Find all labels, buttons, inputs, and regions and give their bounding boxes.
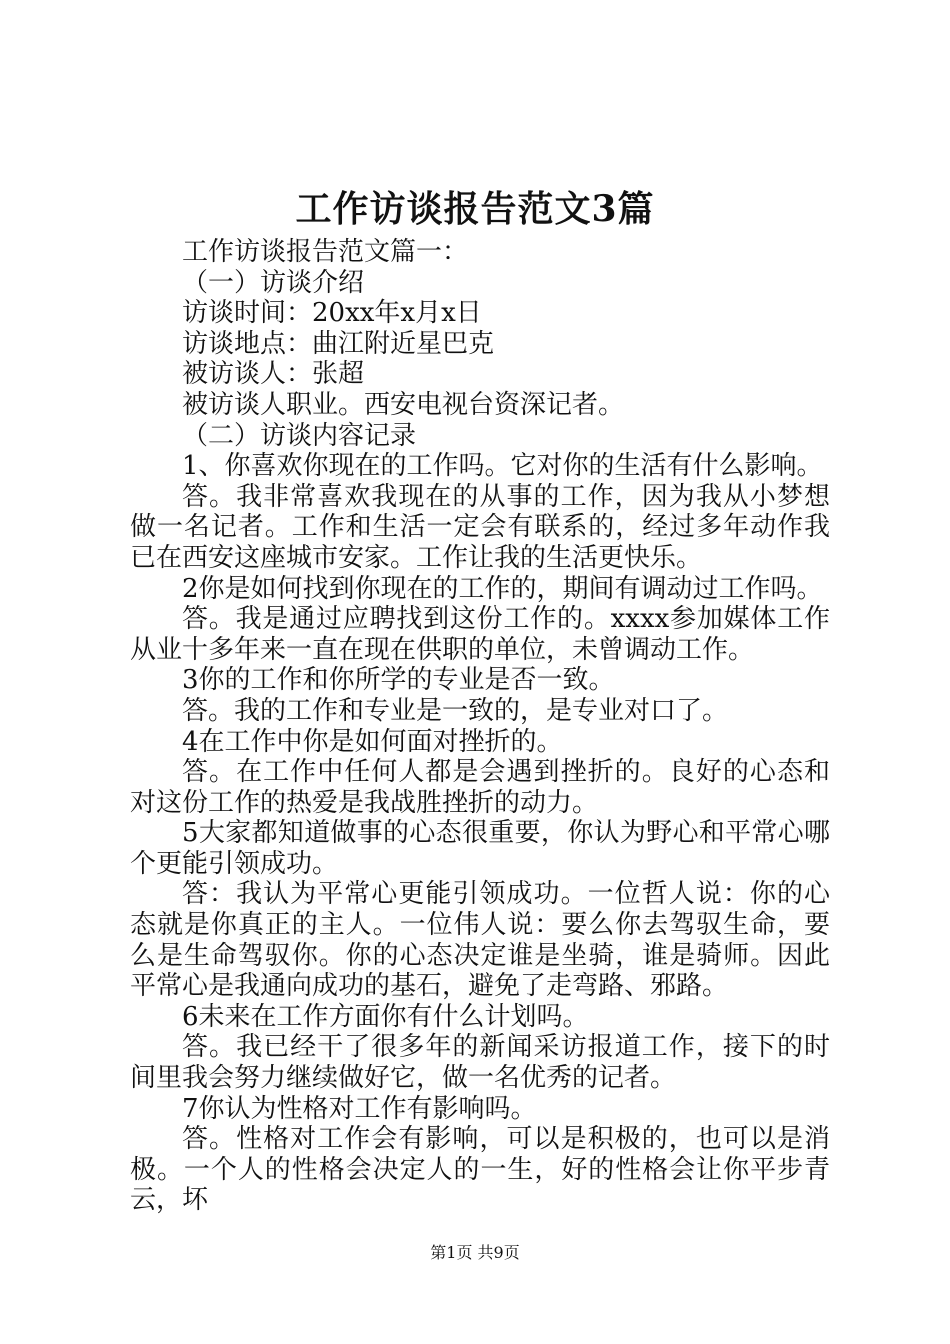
paragraph: 7你认为性格对工作有影响吗。 <box>182 1093 537 1124</box>
paragraph: 2你是如何找到你现在的工作的，期间有调动过工作吗。 <box>182 573 823 604</box>
paragraph: 答。我已经干了很多年的新闻采访报道工作，接下的时间里我会努力继续做好它，做一名优秀的记者。 <box>130 1032 830 1094</box>
paragraph: 答。我非常喜欢我现在的从事的工作，因为我从小梦想做一名记者。工作和生活一定会有联系的，经过多年动作我已在西安这座城市安家。工作让我的生活更快乐。 <box>130 481 830 573</box>
paragraph: 被访谈人职业。西安电视台资深记者。 <box>182 389 625 420</box>
paragraph: 答。在工作中任何人都是会遇到挫折的。良好的心态和对这份工作的热爱是我战胜挫折的动力。 <box>130 757 830 818</box>
paragraph: 访谈时间：20xx年x月x日 <box>182 298 482 329</box>
paragraph: 1、你喜欢你现在的工作吗。它对你的生活有什么影响。 <box>182 451 823 482</box>
page-footer: 第1页 共9页 <box>430 1243 520 1262</box>
paragraph: 答。我是通过应聘找到这份工作的。xxxx参加媒体工作从业十多年来一直在现在供职的单位，未曾调动工作。 <box>130 604 830 665</box>
document-body <box>130 237 830 1216</box>
paragraph: 工作访谈报告范文篇一： <box>182 237 469 267</box>
paragraph: 6未来在工作方面你有什么计划吗。 <box>182 1001 589 1032</box>
paragraph: 答。我的工作和专业是一致的，是专业对口了。 <box>182 695 729 726</box>
paragraph: 访谈地点：曲江附近星巴克 <box>182 328 495 359</box>
paragraph: 答。性格对工作会有影响，可以是积极的，也可以是消极。一个人的性格会决定人的一生，好的性格会让你平步青云，坏 <box>130 1124 830 1216</box>
paragraph: 4在工作中你是如何面对挫折的。 <box>182 726 563 757</box>
paragraph: 3你的工作和你所学的专业是否一致。 <box>182 665 615 696</box>
paragraph: 5大家都知道做事的心态很重要，你认为野心和平常心哪个更能引领成功。 <box>130 818 830 879</box>
paragraph: 被访谈人：张超 <box>182 359 365 390</box>
page-title: 工作访谈报告范文3篇 <box>295 188 655 230</box>
paragraph: 答：我认为平常心更能引领成功。一位哲人说：你的心态就是你真正的主人。一位伟人说：要么你去驾驭生命，要么是生命驾驭你。你的心态决定谁是坐骑，谁是骑师。因此平常心是我通向成功的基石，避免了走弯路、邪路。 <box>130 879 830 1002</box>
paragraph: （二）访谈内容记录 <box>182 420 417 451</box>
paragraph: （一）访谈介绍 <box>182 267 365 298</box>
